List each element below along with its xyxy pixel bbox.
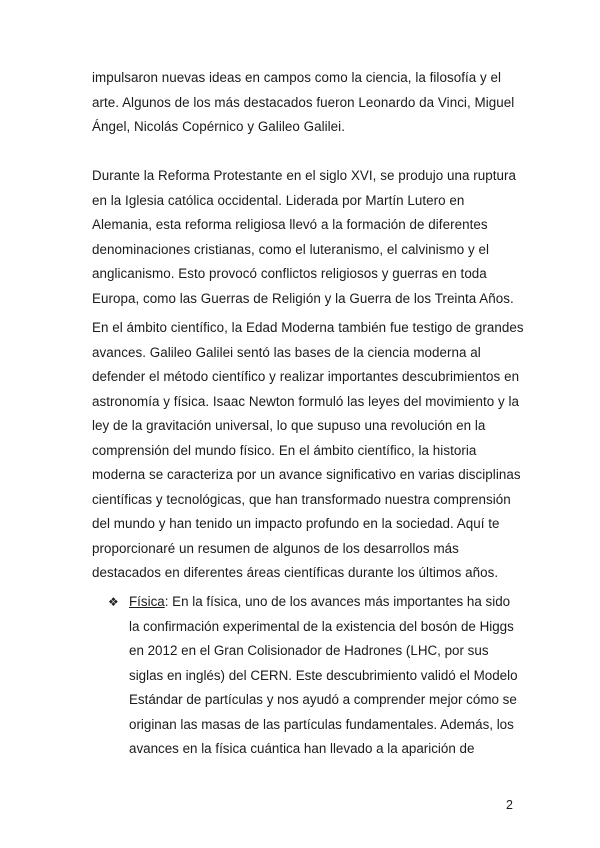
text-line: destacados en diferentes áreas científicas durante los últimos años.: [92, 565, 499, 580]
text-line: la confirmación experimental de la existencia del bosón de Higgs: [129, 618, 514, 634]
diamond-bullet-icon: ❖: [108, 595, 119, 609]
paragraph-ciencia: [92, 316, 522, 586]
text-line: siglas en inglés) del CERN. Este descubrimiento validó el Modelo: [129, 667, 518, 683]
bullet-text: [129, 590, 539, 762]
text-line: avances. Galileo Galilei sentó las bases de la ciencia moderna al: [92, 344, 481, 360]
text-line: ley de la gravitación universal, lo que supuso una revolución en la: [92, 418, 486, 433]
paragraph-reforma: [92, 164, 522, 311]
text-line: En el ámbito científico, la Edad Moderna también fue testigo de grandes: [92, 320, 524, 335]
bullet-first-line: : En la física, uno de los avances más importantes ha sido: [164, 594, 511, 609]
text-line: Ángel, Nicolás Copérnico y Galileo Galilei.: [92, 119, 345, 134]
text-line: avances en la física cuántica han llevado a la aparición de: [129, 741, 475, 756]
text-line: en 2012 en el Gran Colisionador de Hadrones (LHC, por sus: [129, 643, 489, 658]
text-line: [129, 590, 539, 615]
text-line: impulsaron nuevas ideas en campos como la ciencia, la filosofía y el: [92, 70, 502, 85]
text-line: denominaciones cristianas, como el luteranismo, el calvinismo y el: [92, 241, 490, 257]
text-line: defender el método científico y realizar importantes descubrimientos en: [92, 369, 520, 384]
text-line: Alemania, esta reforma religiosa llevó a la formación de diferentes: [92, 217, 488, 232]
text-line: Durante la Reforma Protestante en el siglo XVI, se produjo una ruptura: [92, 168, 517, 183]
page-number: 2: [506, 798, 513, 812]
text-line: científicas y tecnológicas, que han transformado nuestra comprensión: [92, 491, 511, 507]
text-line: originan las masas de las partículas fundamentales. Además, los: [129, 716, 514, 732]
text-line: astronomía y física. Isaac Newton formuló las leyes del movimiento y la: [92, 393, 520, 409]
bullet-term: Física: [129, 594, 165, 609]
paragraph-renaissance: [92, 66, 522, 140]
text-line: Europa, como las Guerras de Religión y la Guerra de los Treinta Años.: [92, 290, 514, 306]
text-line: anglicanismo. Esto provocó conflictos religiosos y guerras en toda: [92, 266, 487, 281]
text-line: en la Iglesia católica occidental. Liderada por Martín Lutero en: [92, 192, 465, 208]
text-line: comprensión del mundo físico. En el ámbito científico, la historia: [92, 442, 477, 458]
text-line: arte. Algunos de los más destacados fueron Leonardo da Vinci, Miguel: [92, 94, 515, 110]
text-line: Estándar de partículas y nos ayudó a comprender mejor cómo se: [129, 692, 517, 707]
text-line: moderna se caracteriza por un avance significativo en varias disciplinas: [92, 467, 521, 482]
text-line: del mundo y han tenido un impacto profundo en la sociedad. Aquí te: [92, 516, 500, 531]
text-line: proporcionaré un resumen de algunos de los desarrollos más: [92, 540, 459, 556]
